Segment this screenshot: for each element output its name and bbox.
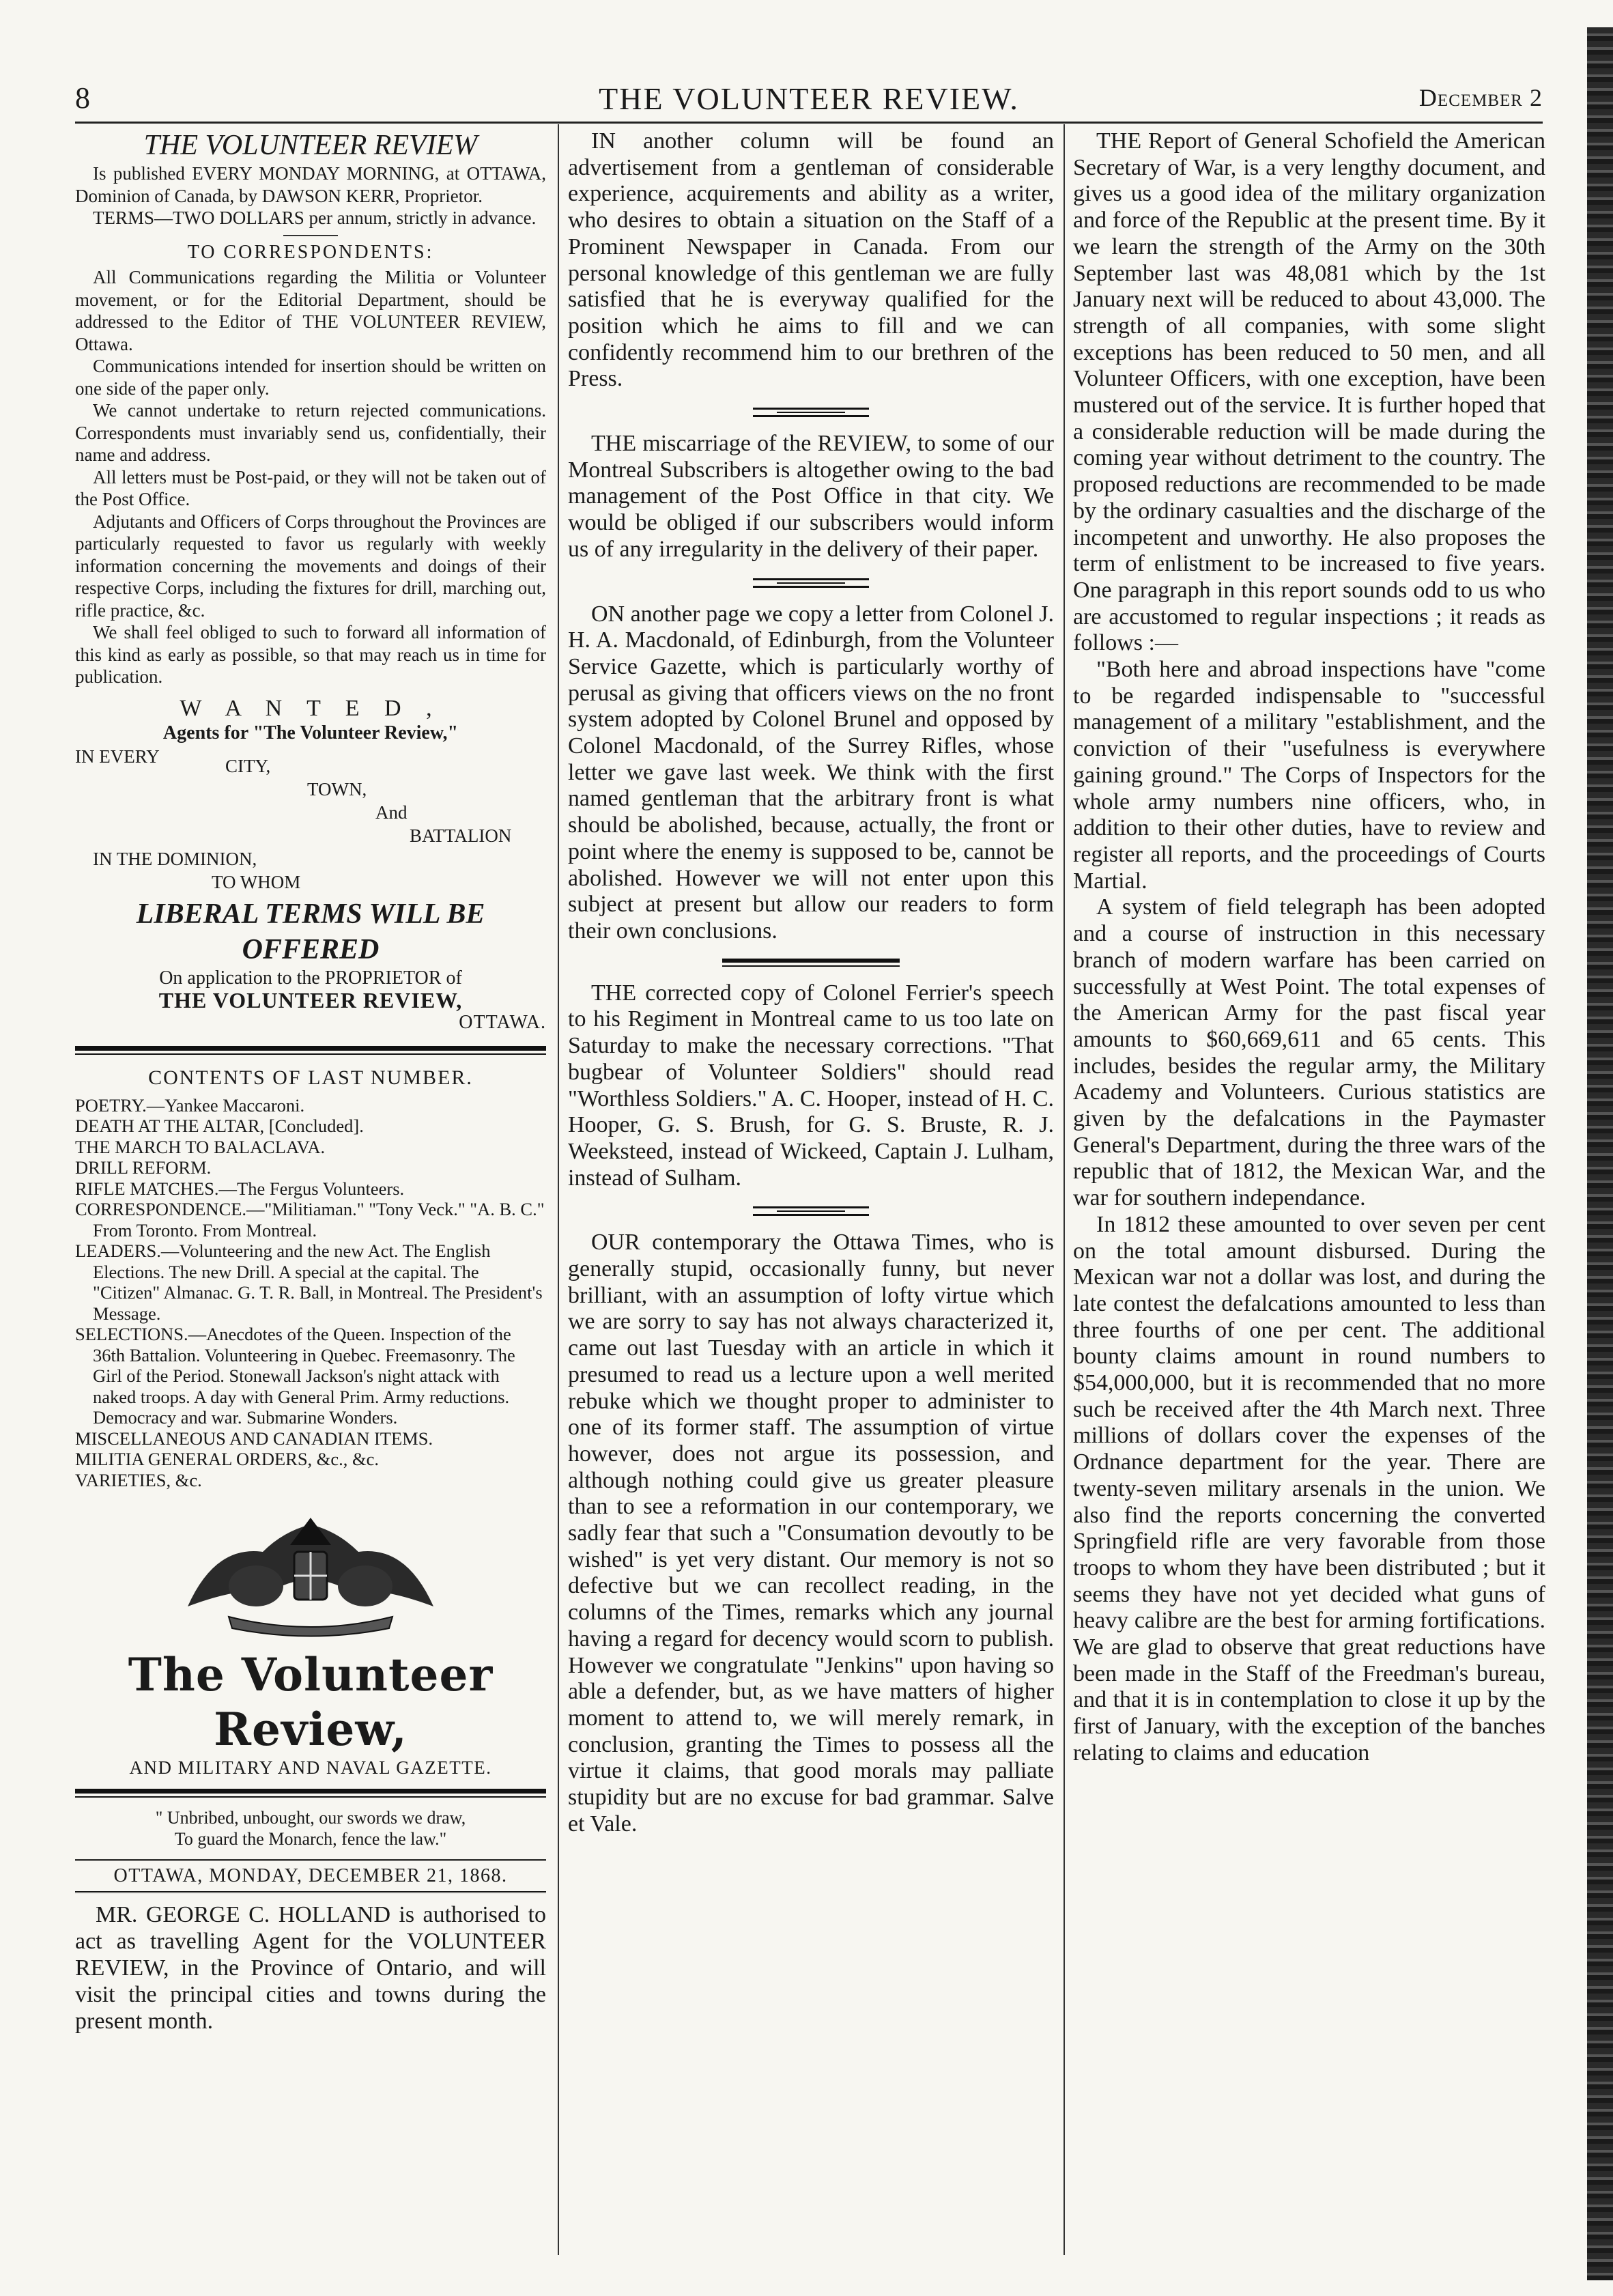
double-rule <box>75 1046 546 1055</box>
motto <box>75 1807 546 1849</box>
wanted-advertisement <box>75 695 546 1034</box>
editorial-paragraph: A system of field telegraph has been adopted and a course of instruction in this necessary branch of modern warfare has been carried on successfully at West Point. The total expenses of the American Army for the past fiscal year amounts to $60,669,611 and 65 cents. This includes, besides the regular army, the Military Academy and Volunteers. Curious statistics are given by the defalcations in the Paymaster General's Department, during the three wars of the republic that of 1812, the Mexican War, and the war for southern independance. <box>1073 894 1545 1211</box>
contents-item: MISCELLANEOUS AND CANADIAN ITEMS. <box>75 1428 433 1449</box>
contents-heading: CONTENTS OF LAST NUMBER. <box>148 1066 473 1089</box>
intro-paragraph: Is published EVERY MONDAY MORNING, at OTTAWA, Dominion of Canada, by DAWSON KERR, Proprietor. <box>75 163 546 206</box>
correspondents-paragraph: All Communications regarding the Militia or Volunteer movement, or for the Editorial Department, should be addressed to the Editor of THE VOLUNTEER REVIEW, Ottawa. <box>75 267 546 354</box>
contents-item: MILITIA GENERAL ORDERS, &c., &c. <box>75 1449 380 1469</box>
contents-item: DRILL REFORM. <box>75 1157 212 1178</box>
masthead: THE VOLUNTEER REVIEW <box>143 130 478 161</box>
paper-subtitle: AND MILITARY AND NAVAL GAZETTE. <box>129 1757 492 1778</box>
wanted-agents: Agents for "The Volunteer Review," <box>162 722 459 743</box>
wanted-line: BATTALION <box>410 825 512 846</box>
contents-item: SELECTIONS.—Anecdotes of the Queen. Inspection of the 36th Battalion. Volunteering in Quebec. Freemasonry. The Girl of the Period. Stonewall Jackson's night attack with naked troops. A day with General Prim. Army reductions. Democracy and war. Submarine Wonders. <box>75 1324 515 1428</box>
contents-item: VARIETIES, &c. <box>75 1469 202 1490</box>
editorial-paragraph: ON another page we copy a letter from Colonel J. H. A. Macdonald, of Edinburgh, from the Volunteer Service Gazette, which is particularly worthy of perusal as giving that officers views on the no front system adopted by Colonel Brunel and opposed by Colonel Macdonald, of the Surrey Rifles, whose letter we gave last week. We think with the first named gentleman that the arbitrary front is what should be abolished, because, actually, the front or point where the enemy is supposed to be, cannot be abolished. However we will not enter upon this subject at present but allow our readers to form their own conclusions. <box>568 601 1054 944</box>
editorial-paragraph: THE corrected copy of Colonel Ferrier's speech to his Regiment in Montreal came to us too late on Saturday to make the necessary corrections. "That bugbear of Volunteer Soldiers" should read "Worthless Soldiers." A. C. Hooper, instead of H. C. Hooper, G. S. Brush, for G. S. Bruste, R. J. Weeksteed, instead of Wickeed, Captain J. Lulham, instead of Sulham. <box>568 980 1054 1191</box>
correspondents-paragraph: All letters must be Post-paid, or they will not be taken out of the Post Office. <box>75 466 546 509</box>
correspondents-paragraph: Communications intended for insertion should be written on one side of the paper only. <box>75 356 546 399</box>
royal-coat-of-arms <box>174 1504 447 1641</box>
section-separator <box>722 959 900 967</box>
motto-line: To guard the Monarch, fence the law." <box>174 1828 447 1849</box>
page-edge-shadow <box>1587 27 1613 2280</box>
agent-notice: MR. GEORGE C. HOLLAND is authorised to act as travelling Agent for the VOLUNTEER REVIEW, in the Province of Ontario, and will visit the principal cities and towns during the present month. <box>75 1902 546 2034</box>
contents-item: CORRESPONDENCE.—"Militiaman." "Tony Veck." "A. B. C." From Toronto. From Montreal. <box>75 1199 545 1241</box>
wanted-line: And <box>375 802 408 823</box>
editorial-paragraph: OUR contemporary the Ottawa Times, who is generally stupid, occasionally funny, but never brilliant, with an assumption of lofty virtue which we are sorry to say has not always characterized it, came out last Tuesday with an article in which it presumed to read us a lecture upon a well merited rebuke which we thought proper to administer to one of its former staff. The assumption of virtue however, does not argue its possession, and although nothing could give us greater pleasure than to see a reformation in our contemporary, we sadly fear that such a "Consumation devoutly to be wished" is yet very distant. Our memory is not so defective but we can recollect reading, in the columns of the Times, remarks which any journal having a regard for decency would scorn to publish. However we congratulate "Jenkins" upon having so able a defender, but, as we have matters of higher moment to attend to, we will merely remark, in conclusion, granting the Times to possess all the virtue it claims, that good morals may palliate stupidity but are no excuse for bad grammar. Salve et Vale. <box>568 1230 1054 1837</box>
header-rule <box>75 122 1543 124</box>
quoted-paragraph: "Both here and abroad inspections have "come to be regarded indispensable to "successful management of a military "establishment, and the conviction of their "usefulness is everywhere gaining ground." The Corps of Inspectors for the whole army numbers nine officers, who, in addition to their other duties, have to review and register all reports, and the proceedings of Courts Martial. <box>1073 657 1545 894</box>
wanted-line: IN THE DOMINION, <box>93 848 257 869</box>
intro-paragraph: TERMS—TWO DOLLARS per annum, strictly in advance. <box>93 208 537 228</box>
wanted-review: THE VOLUNTEER REVIEW, <box>158 988 463 1012</box>
correspondents-paragraph: We shall feel obliged to such to forward all information of this kind as early as possible, so that may reach us in time for publication. <box>75 622 546 687</box>
column-middle <box>568 128 1054 2276</box>
column-rule <box>1064 124 1065 2255</box>
contents-list <box>75 1067 546 1490</box>
correspondents-paragraph: Adjutants and Officers of Corps throughout the Provinces are particularly requested to favor us regularly with weekly information concerning the movements and doings of their respective Corps, including the fixtures for drill, marching out, rifle practice, &c. <box>75 511 546 621</box>
wanted-line: CITY, <box>225 755 271 776</box>
page-header <box>75 81 1543 122</box>
wanted-line: TO WHOM <box>212 871 301 892</box>
column-rule <box>558 124 559 2255</box>
section-separator <box>753 408 869 417</box>
correspondents-paragraph: We cannot undertake to return rejected communications. Correspondents must invariably send us, confidentially, their name and address. <box>75 400 546 465</box>
contents-item: RIFLE MATCHES.—The Fergus Volunteers. <box>75 1178 405 1199</box>
editorial-paragraph: In 1812 these amounted to over seven per cent on the total amount disbursed. During the Mexican war not a dollar was lost, and during the late contest the defalcations amounted to less than three fourths of one per cent. The additional bounty claims amount in round numbers to $54,000,000, but it is recommended that no more such be received after the 4th March next. Three millions of dollars cover the expenses of the Ordnance department for the year. There are twenty-seven military arsenals in the union. We also find the reports concerning the converted Springfield rifle are very favorable from those troops to whom they have been distributed ; but it seems they have not yet decided what guns of heavy calibre are the best for arming fortifications. We are glad to observe that great reductions have been made in the Staff of the Freedman's bureau, and that it is in contemplation to close it up by the first of January, with the exception of the banches relating to claims and education <box>1073 1211 1545 1766</box>
wanted-ottawa: OTTAWA. <box>459 1011 546 1033</box>
header-date: December 2 <box>1418 84 1543 111</box>
correspondents-heading: TO CORRESPONDENTS: <box>187 241 434 263</box>
motto-line: " Unbribed, unbought, our swords we draw, <box>155 1807 466 1828</box>
editorial-paragraph: IN another column will be found an advertisement from a gentleman of considerable experience, acquirements and ability as a writer, who desires to obtain a situation on the Staff of a Prominent Newspaper in Canada. From our personal knowledge of this gentleman we are fully satisfied that he is everyway qualified for the position which he aims to fill and we can confidently recommend him to our brethren of the Press. <box>568 128 1054 392</box>
contents-item: THE MARCH TO BALACLAVA. <box>75 1136 326 1157</box>
dateline: OTTAWA, MONDAY, DECEMBER 21, 1868. <box>75 1859 546 1894</box>
editorial-paragraph: THE Report of General Schofield the American Secretary of War, is a very lengthy document, and gives us a good idea of the military organization and force of the Republic at the present time. By it we learn the strength of the Army on the 30th September last was 48,081 which by the 1st January next will be reduced to about 43,000. The strength of all companies, with some slight exceptions has been reduced to 50 men, and all Volunteer Officers, with one exception, have been mustered out of the service. It is further hoped that a considerable reduction will be made during the coming year without detriment to the country. The proposed reductions are recommended to be made by the ordinary casualties and the discharge of the incompetent and unworthy. He also proposes the term of enlistment to be increased to five years. One paragraph in this report sounds odd to us who are accustomed to regular inspections ; it reads as follows :— <box>1073 128 1545 656</box>
divider <box>283 235 338 236</box>
page-number: 8 <box>75 81 90 115</box>
contents-item: DEATH AT THE ALTAR, [Concluded]. <box>75 1116 364 1136</box>
double-rule <box>75 1789 546 1798</box>
contents-item: POETRY.—Yankee Maccaroni. <box>75 1094 305 1116</box>
running-title: THE VOLUNTEER REVIEW. <box>599 81 1019 116</box>
wanted-title: W A N T E D , <box>180 695 442 721</box>
editorial-paragraph: THE miscarriage of the REVIEW, to some of our Montreal Subscribers is altogether owing to the bad management of the Post Office in that city. We would be obliged if our subscribers would inform us of any irregularity in the delivery of their paper. <box>568 431 1054 562</box>
column-right <box>1073 128 1545 2276</box>
paper-title: The Volunteer Review, <box>128 1648 494 1756</box>
wanted-application: On application to the PROPRIETOR of <box>159 967 462 989</box>
column-left <box>75 128 546 2276</box>
section-separator <box>753 578 869 588</box>
section-separator <box>753 1206 869 1216</box>
wanted-line: IN EVERY <box>75 746 160 767</box>
wanted-liberal-terms: LIBERAL TERMS WILL BE OFFERED <box>136 898 485 965</box>
wanted-line: TOWN, <box>307 778 367 799</box>
contents-item: LEADERS.—Volunteering and the new Act. The English Elections. The new Drill. A special at the capital. The "Citizen" Almanac. G. T. R. Ball, in Montreal. The President's Message. <box>75 1241 543 1324</box>
